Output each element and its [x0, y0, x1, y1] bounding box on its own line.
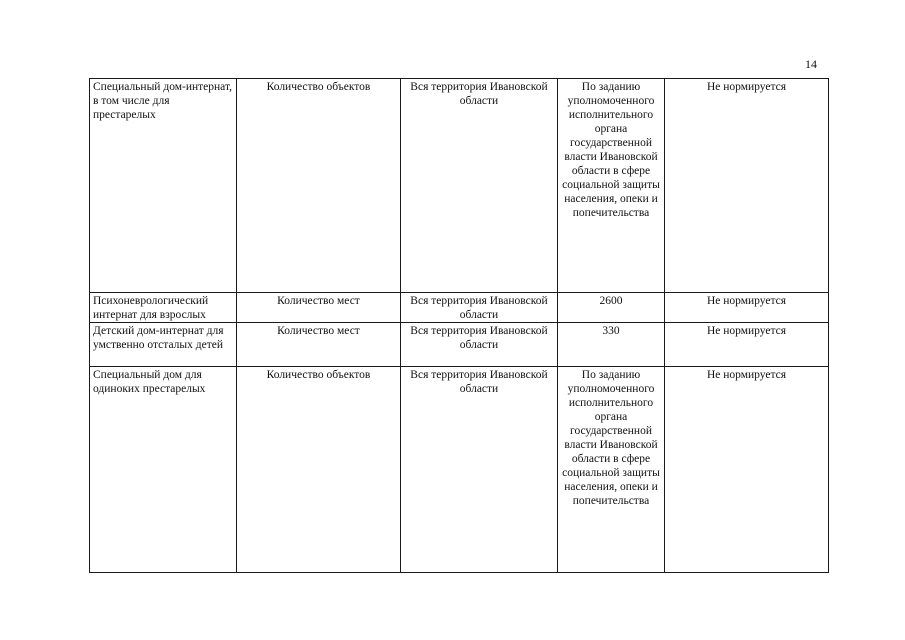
- territory-cell: Вся территория Ивановской области: [401, 79, 558, 293]
- value-cell: 2600: [558, 293, 665, 323]
- facility-name-cell: Специальный дом для одиноких престарелых: [90, 367, 237, 573]
- indicator-cell: Количество объектов: [237, 367, 401, 573]
- facility-name-cell: Психоневрологический интернат для взрослых: [90, 293, 237, 323]
- territory-cell: Вся территория Ивановской области: [401, 293, 558, 323]
- table-row: [90, 79, 829, 293]
- value-cell: 330: [558, 323, 665, 367]
- table-row: [90, 367, 829, 573]
- table-row: [90, 293, 829, 323]
- table-row: [90, 323, 829, 367]
- norm-cell: Не нормируется: [665, 367, 829, 573]
- indicator-cell: Количество мест: [237, 293, 401, 323]
- value-cell: По заданию уполномоченного исполнительного органа государственной власти Ивановской области в сфере социальной защиты населения, опеки и попечительства: [558, 367, 665, 573]
- value-cell: По заданию уполномоченного исполнительного органа государственной власти Ивановской области в сфере социальной защиты населения, опеки и попечительства: [558, 79, 665, 293]
- facility-name-cell: Специальный дом-интернат, в том числе для престарелых: [90, 79, 237, 293]
- facilities-table: [89, 78, 829, 573]
- page-number: 14: [805, 57, 817, 71]
- indicator-cell: Количество мест: [237, 323, 401, 367]
- norm-cell: Не нормируется: [665, 323, 829, 367]
- norm-cell: Не нормируется: [665, 79, 829, 293]
- indicator-cell: Количество объектов: [237, 79, 401, 293]
- territory-cell: Вся территория Ивановской области: [401, 323, 558, 367]
- facility-name-cell: Детский дом-интернат для умственно отсталых детей: [90, 323, 237, 367]
- territory-cell: Вся территория Ивановской области: [401, 367, 558, 573]
- norm-cell: Не нормируется: [665, 293, 829, 323]
